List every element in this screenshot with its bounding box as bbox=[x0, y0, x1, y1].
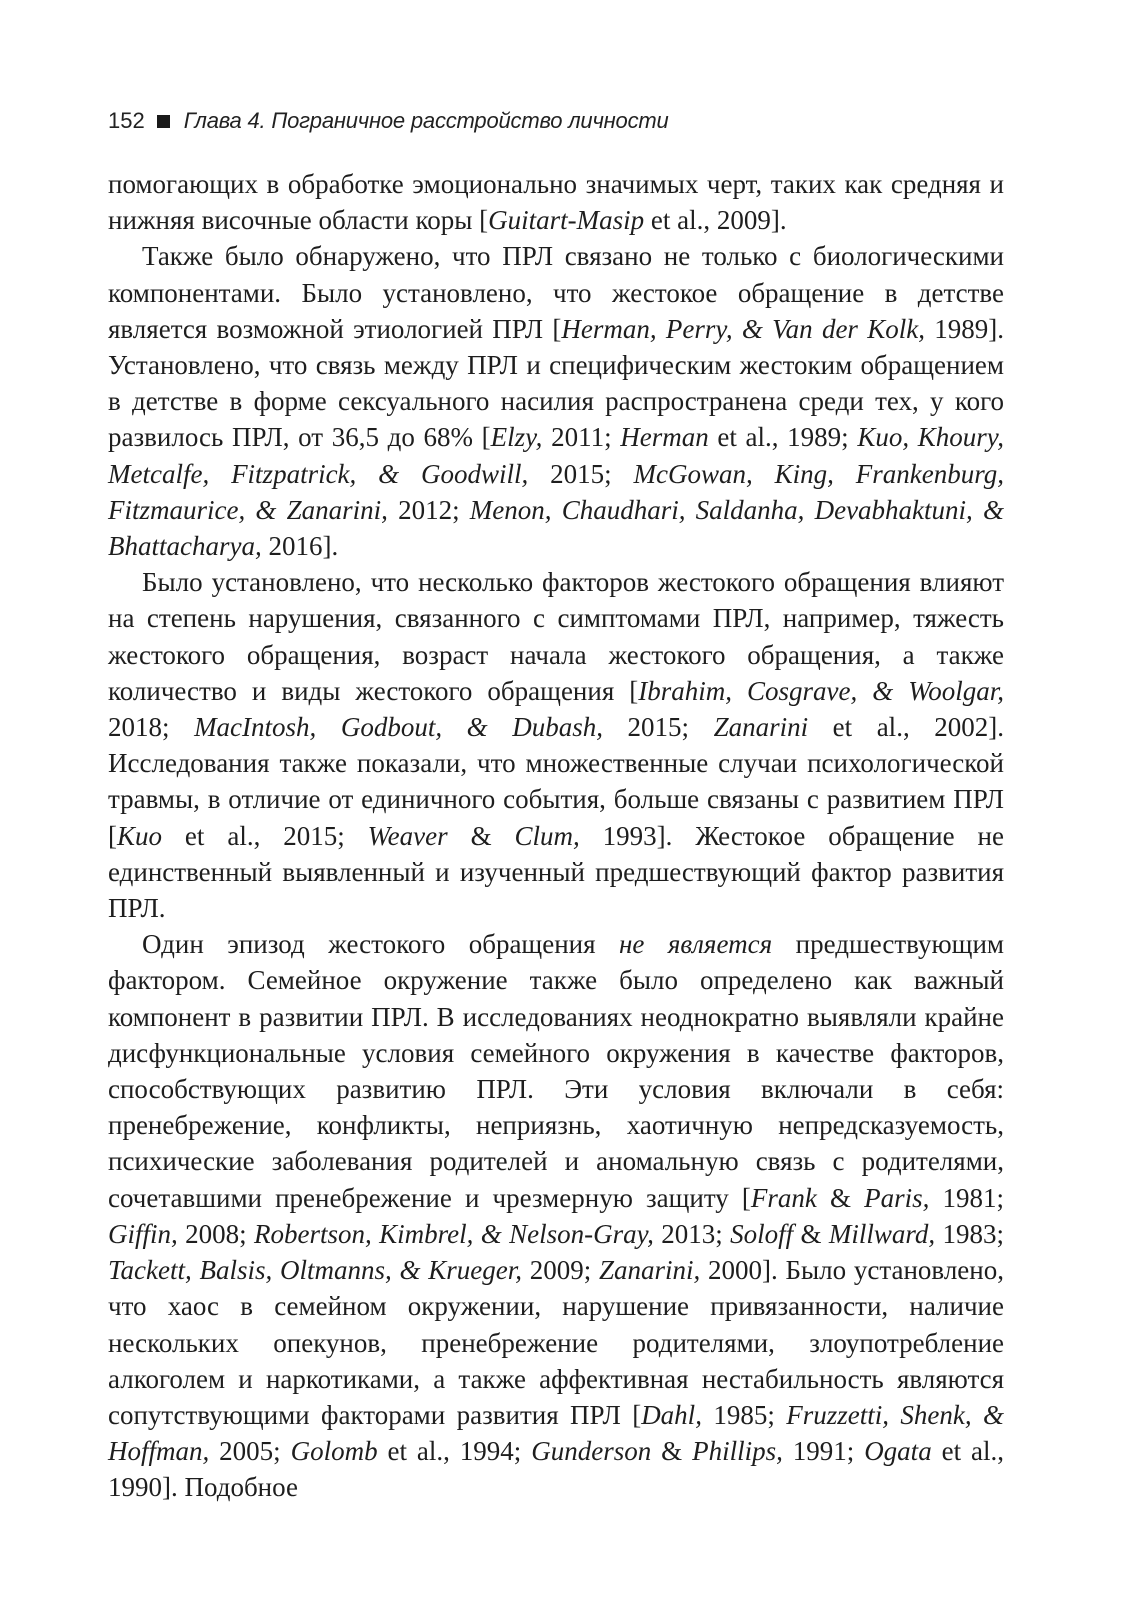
body-text bbox=[108, 166, 1004, 1506]
paragraph: Один эпизод жестокого обращения не является предшествующим фактором. Семейное окружение также было определено как важный компонент в развитии ПРЛ. В исследованиях неоднократно выявляли крайне дисфункциональные условия семейного окружения в качестве факторов, способствующих развитию ПРЛ. Эти условия включали в себя: пренебрежение, конфликты, неприязнь, хаотичную непредсказуемость, психические заболевания родителей и аномальную связь с родителями, сочетавшими пренебрежение и чрезмерную защиту [Frank & Paris, 1981; Giffin, 2008; Robertson, Kimbrel, & Nelson-Gray, 2013; Soloff & Millward, 1983; Tackett, Balsis, Oltmanns, & Krueger, 2009; Zanarini, 2000]. Было установлено, что хаос в семейном окружении, нарушение привязанности, наличие нескольких опекунов, пренебрежение родителями, злоупотребление алкоголем и наркотиками, а также аффективная нестабильность являются сопутствующими факторами развития ПРЛ [Dahl, 1985; Fruzzetti, Shenk, & Hoffman, 2005; Golomb et al., 1994; Gunderson & Phillips, 1991; Ogata et al., 1990]. Подобное bbox=[108, 929, 1004, 1503]
page-number: 152 bbox=[108, 108, 145, 133]
running-head bbox=[108, 104, 669, 138]
paragraph: Было установлено, что несколько факторов жестокого обращения влияют на степень нарушения, связанного с симптомами ПРЛ, например, тяжесть жестокого обращения, возраст начала жестокого обращения, а также количество и виды жестокого обращения [Ibrahim, Cosgrave, & Woolgar, 2018; MacIntosh, Godbout, & Dubash, 2015; Zanarini et al., 2002]. Исследования также показали, что множественные случаи психологической травмы, в отличие от единичного события, больше связаны с развитием ПРЛ [Kuo et al., 2015; Weaver & Clum, 1993]. Жестокое обращение не единственный выявленный и изученный предшествующий фактор развития ПРЛ. bbox=[108, 567, 1004, 924]
square-bullet-icon bbox=[157, 115, 170, 128]
paragraph: Также было обнаружено, что ПРЛ связано не только с биологическими компонентами. Было установлено, что жестокое обращение в детстве является возможной этиологией ПРЛ [Herman, Perry, & Van der Kolk, 1989]. Установлено, что связь между ПРЛ и специфическим жестоким обращением в детстве в форме сексуального насилия распространена среди тех, у кого развилось ПРЛ, от 36,5 до 68% [Elzy, 2011; Herman et al., 1989; Kuo, Khoury, Metcalfe, Fitzpatrick, & Goodwill, 2015; McGowan, King, Frankenburg, Fitzmaurice, & Zanarini, 2012; Menon, Chaudhari, Saldanha, Devabhaktuni, & Bhattacharya, 2016]. bbox=[108, 241, 1004, 562]
paragraph: помогающих в обработке эмоционально значимых черт, таких как средняя и нижняя височные области коры [Guitart-Masip et al., 2009]. bbox=[108, 169, 1004, 236]
chapter-title: Глава 4. Пограничное расстройство личности bbox=[183, 108, 669, 133]
